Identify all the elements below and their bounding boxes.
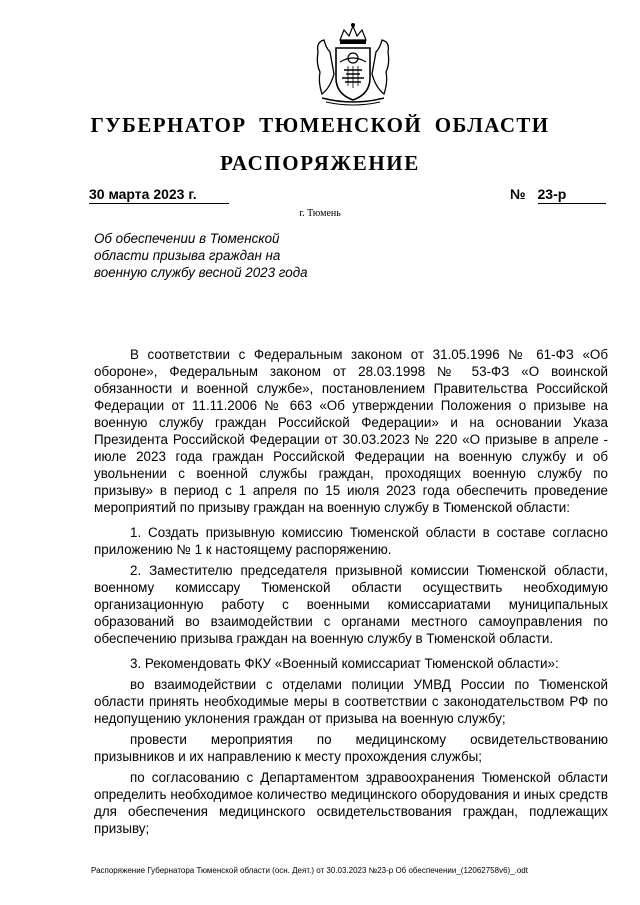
document-date: 30 марта 2023 г. (89, 186, 229, 204)
clause-3-item-police: во взаимодействии с отделами полиции УМВД России по Тюменской области принять необходимые меры в соответствии с законодательством РФ по недопущению уклонения граждан от призыва на военную службу; (94, 677, 608, 726)
clause-2: 2. Заместителю председателя призывной комиссии Тюменской области, военному комиссару Тюменской области осуществить необходимую организационную работу с военными комиссариатами муниципальных образований во взаимодействии с органами местного самоуправления по обеспечению призыва граждан на военную службу в Тюменской области. (94, 563, 608, 646)
preamble-paragraph: В соответствии с Федеральным законом от 31.05.1996 № 61-ФЗ «Об обороне», Федеральным законом от 28.03.1998 № 53-ФЗ «О воинской обязанности и военной службе», постановлением Правительства Российской Федерации от 11.11.2006 № 663 «Об утверждении Положения о призыве на военную службу граждан Российской Федерации» и на основании Указа Президента Российской Федерации от 30.03.2023 № 220 «О призыве в апреле - июле 2023 года граждан Российской Федерации на военную службу и об увольнении с военной службы граждан, проходящих военную службу по призыву» в период с 1 апреля по 15 июля 2023 года обеспечить проведение мероприятий по призыву граждан на военную службу в Тюменской области: (94, 347, 608, 515)
document-subject: Об обеспечении в Тюменской области призыва граждан на военную службу весной 2023 года (94, 231, 308, 280)
document-number (510, 186, 606, 204)
document-type: РАСПОРЯЖЕНИЕ (220, 151, 420, 175)
clause-3: 3. Рекомендовать ФКУ «Военный комиссариат Тюменской области»: (130, 656, 559, 671)
clause-3-item-healthcare: по согласованию с Департаментом здравоохранения Тюменской области определить необходимое количество медицинского оборудования и иных средств для обеспечения медицинского освидетельствования граждан, подлежащих призыву; (94, 770, 608, 836)
coat-of-arms-icon (312, 22, 394, 108)
document-body (94, 346, 608, 845)
clause-3-item-medical: провести мероприятия по медицинскому освидетельствованию призывников и их направлению к месту прохождения службы; (94, 732, 608, 764)
clause-1: 1. Создать призывную комиссию Тюменской области в составе согласно приложению № 1 к настоящему распоряжению. (94, 525, 608, 557)
issuing-authority: ГУБЕРНАТОР ТЮМЕНСКОЙ ОБЛАСТИ (90, 113, 550, 137)
city-of-issue: г. Тюмень (299, 208, 341, 219)
number-label: № (510, 186, 526, 202)
file-footer: Распоряжение Губернатора Тюменской области (осн. Деят.) от 30.03.2023 №23-р Об обеспечении_(12062758v6)_.odt (91, 866, 528, 875)
number-value: 23-р (538, 186, 606, 204)
